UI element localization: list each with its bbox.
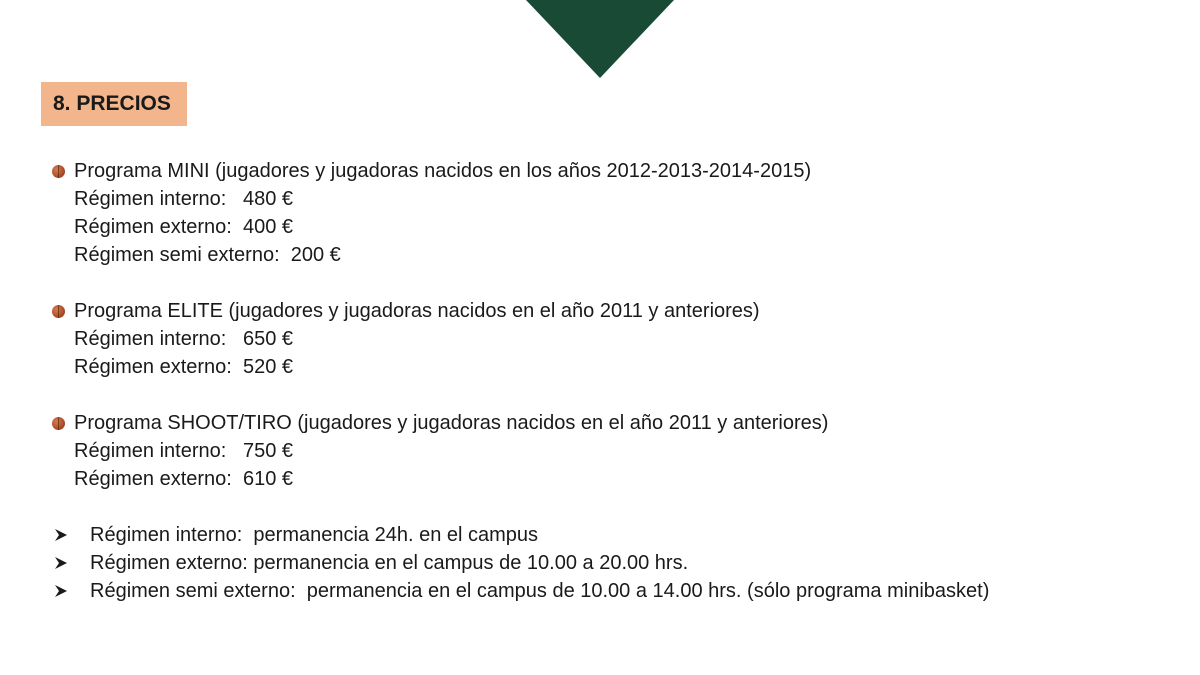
regime-price: Régimen interno: 650 € <box>74 328 294 350</box>
arrowhead-icon <box>54 528 68 542</box>
basketball-icon <box>52 417 65 430</box>
regime-notes-list <box>54 521 989 605</box>
program-shoot-tiro <box>52 409 828 493</box>
basketball-icon <box>52 165 65 178</box>
section-title <box>41 82 187 126</box>
program-elite <box>52 297 760 381</box>
program-title: Programa MINI (jugadores y jugadoras nacidos en los años 2012-2013-2014-2015) <box>74 160 812 182</box>
regime-price: Régimen semi externo: 200 € <box>74 244 341 266</box>
regime-price: Régimen interno: 480 € <box>74 188 294 210</box>
arrowhead-icon <box>54 556 68 570</box>
program-title-row <box>52 297 760 325</box>
program-mini <box>52 157 811 269</box>
regime-price: Régimen interno: 750 € <box>74 440 294 462</box>
regime-price: Régimen externo: 520 € <box>74 356 294 378</box>
note-item <box>54 521 989 549</box>
program-title: Programa ELITE (jugadores y jugadoras nacidos en el año 2011 y anteriores) <box>74 300 760 322</box>
note-item <box>54 577 989 605</box>
note-item <box>54 549 989 577</box>
basketball-icon <box>52 305 65 318</box>
note-text: Régimen semi externo: permanencia en el campus de 10.00 a 14.00 hrs. (sólo programa minibasket) <box>90 580 990 602</box>
section-title-text: 8. PRECIOS <box>53 92 171 115</box>
note-text: Régimen externo: permanencia en el campus de 10.00 a 20.00 hrs. <box>90 552 689 574</box>
program-title-row <box>52 409 828 437</box>
arrowhead-icon <box>54 584 68 598</box>
program-title: Programa SHOOT/TIRO (jugadores y jugadoras nacidos en el año 2011 y anteriores) <box>74 412 829 434</box>
note-text: Régimen interno: permanencia 24h. en el campus <box>90 524 539 546</box>
decorative-triangle <box>526 0 674 78</box>
regime-price: Régimen externo: 400 € <box>74 216 294 238</box>
program-title-row <box>52 157 811 185</box>
regime-price: Régimen externo: 610 € <box>74 468 294 490</box>
